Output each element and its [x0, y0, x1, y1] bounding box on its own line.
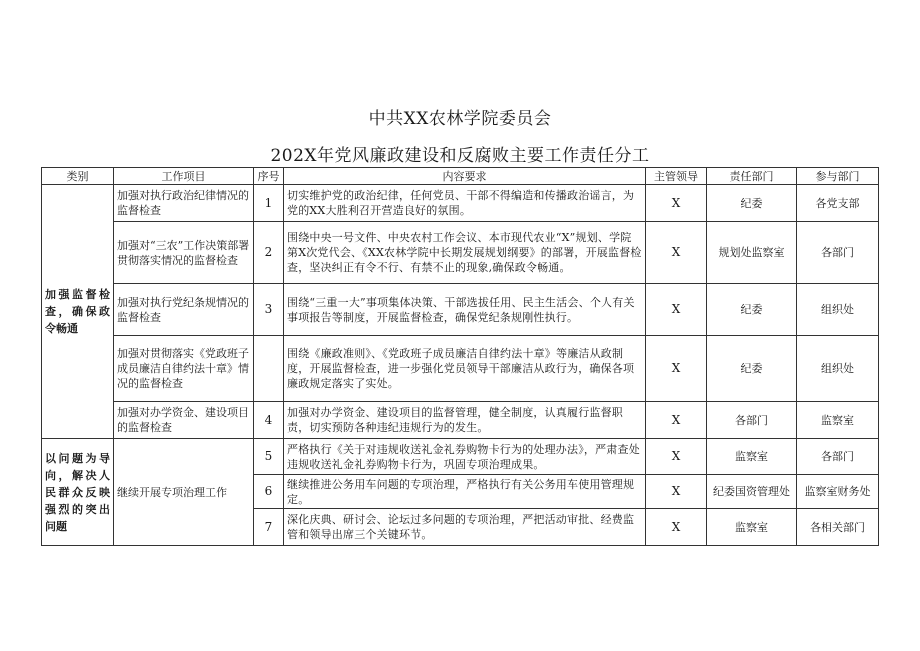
- table-row: [42, 222, 879, 284]
- header-participants: 参与部门: [797, 168, 879, 185]
- category-cell: 加强监督检查，确保政令畅通: [42, 185, 114, 439]
- requirement-cell: 继续推进公务用车问题的专项治理，严格执行有关公务用车使用管理规定。: [284, 475, 646, 509]
- seq-cell: 5: [254, 439, 284, 475]
- lead-cell: X: [646, 439, 707, 475]
- work-item-cell: 加强对执行党纪条规情况的监督检查: [114, 284, 254, 336]
- header-lead: 主管领导: [646, 168, 707, 185]
- work-item-cell: 加强对“三农”工作决策部署贯彻落实情况的监督检查: [114, 222, 254, 284]
- table-row: [42, 402, 879, 439]
- seq-cell: 4: [254, 402, 284, 439]
- table-row: [42, 284, 879, 336]
- dept-cell: 监察室: [707, 439, 797, 475]
- dept-cell: 各部门: [707, 402, 797, 439]
- requirement-cell: 围绕《廉政准则》、《党政班子成员廉洁自律约法十章》等廉洁从政制度，开展监督检查，进一步强化党员领导干部廉洁从政行为，确保各项廉政规定落实了实处。: [284, 336, 646, 402]
- dept-cell: 纪委: [707, 336, 797, 402]
- participants-cell: 组织处: [797, 284, 879, 336]
- header-category: 类别: [42, 168, 114, 185]
- participants-cell: 监察室: [797, 402, 879, 439]
- seq-cell: 1: [254, 185, 284, 222]
- dept-cell: 纪委国资管理处: [707, 475, 797, 509]
- dept-cell: 纪委: [707, 284, 797, 336]
- dept-cell: 纪委: [707, 185, 797, 222]
- table-row: [42, 336, 879, 402]
- participants-cell: 各部门: [797, 439, 879, 475]
- seq-cell: [254, 336, 284, 402]
- work-item-cell: 加强对办学资金、建设项目的监督检查: [114, 402, 254, 439]
- dept-cell: 监察室: [707, 509, 797, 546]
- work-item-cell: 继续开展专项治理工作: [114, 439, 254, 546]
- lead-cell: X: [646, 509, 707, 546]
- participants-cell: 组织处: [797, 336, 879, 402]
- participants-cell: 各相关部门: [797, 509, 879, 546]
- requirement-cell: 围绕“三重一大”事项集体决策、干部选拔任用、民主生活会、个人有关事项报告等制度，开展监督检查，确保党纪条规刚性执行。: [284, 284, 646, 336]
- participants-cell: 监察室财务处: [797, 475, 879, 509]
- requirement-cell: 围绕中央一号文件、中央农村工作会议、本市现代农业“X”规划、学院第X次党代会、《XX农林学院中长期发展规划纲要》的部署，开展监督检查，坚决纠正有令不行、有禁不止的现象,确保政令畅通。: [284, 222, 646, 284]
- lead-cell: X: [646, 475, 707, 509]
- requirement-cell: 切实维护党的政治纪律，任何党员、干部不得编造和传播政治谣言，为党的XX大胜利召开营造良好的氛围。: [284, 185, 646, 222]
- header-dept: 责任部门: [707, 168, 797, 185]
- work-item-cell: 加强对执行政治纪律情况的监督检查: [114, 185, 254, 222]
- lead-cell: X: [646, 402, 707, 439]
- lead-cell: X: [646, 336, 707, 402]
- seq-cell: 7: [254, 509, 284, 546]
- seq-cell: 6: [254, 475, 284, 509]
- header-seq: 序号: [254, 168, 284, 185]
- requirement-cell: 严格执行《关于对违规收送礼金礼券购物卡行为的处理办法》，严肃查处违规收送礼金礼券购物卡行为，巩固专项治理成果。: [284, 439, 646, 475]
- lead-cell: X: [646, 222, 707, 284]
- lead-cell: X: [646, 284, 707, 336]
- document-subtitle: 202X年党风廉政建设和反腐败主要工作责任分工: [270, 146, 650, 166]
- table-header-row: [42, 168, 879, 185]
- category-cell: 以问题为导向，解决人民群众反映强烈的突出问题: [42, 439, 114, 546]
- table-row: [42, 185, 879, 222]
- seq-cell: 2: [254, 222, 284, 284]
- seq-cell: 3: [254, 284, 284, 336]
- document-title: 中共XX农林学院委员会: [368, 109, 552, 129]
- requirement-cell: 深化庆典、研讨会、论坛过多问题的专项治理，严把活动审批、经费监管和领导出席三个关键环节。: [284, 509, 646, 546]
- dept-cell: 规划处监察室: [707, 222, 797, 284]
- header-work-item: 工作项目: [114, 168, 254, 185]
- participants-cell: 各党支部: [797, 185, 879, 222]
- table-row: [42, 439, 879, 475]
- requirement-cell: 加强对办学资金、建设项目的监督管理，健全制度，认真履行监督职责，切实预防各种违纪违规行为的发生。: [284, 402, 646, 439]
- work-item-cell: 加强对贯彻落实《党政班子成员廉洁自律约法十章》情况的监督检查: [114, 336, 254, 402]
- header-requirement: 内容要求: [284, 168, 646, 185]
- lead-cell: X: [646, 185, 707, 222]
- participants-cell: 各部门: [797, 222, 879, 284]
- responsibility-table: [41, 167, 879, 546]
